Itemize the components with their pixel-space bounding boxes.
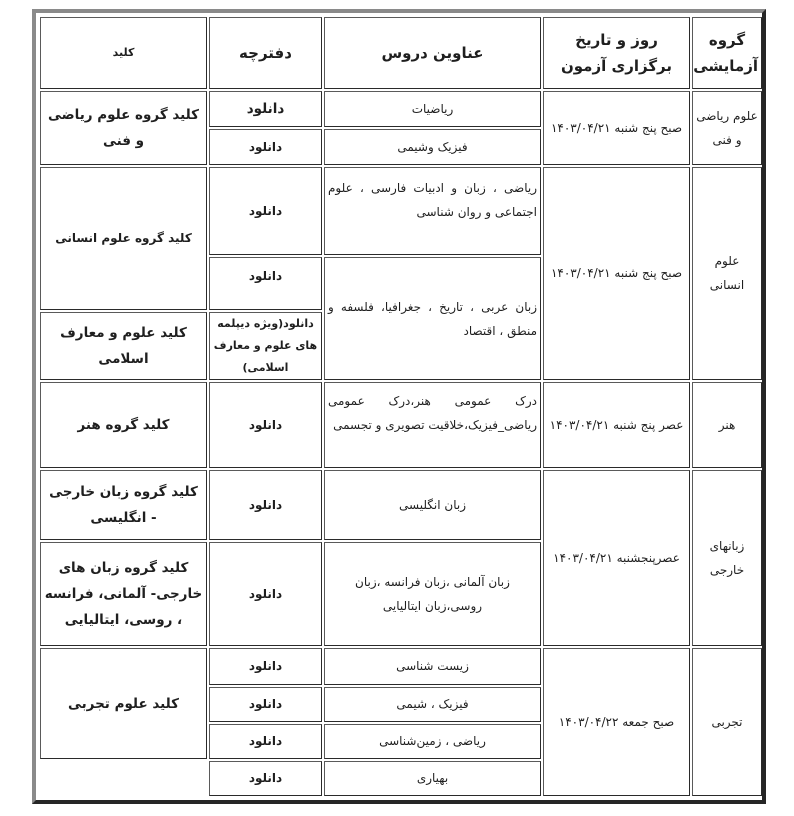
booklet-download-link[interactable]: دانلود xyxy=(209,257,322,310)
answer-key-link[interactable]: کلید علوم تجربی xyxy=(40,648,207,758)
booklet-download-link[interactable]: دانلود xyxy=(209,761,322,796)
course-title: زبان انگلیسی xyxy=(324,470,541,540)
course-title: ریاضیات xyxy=(324,91,541,127)
group-name: هنر xyxy=(692,382,762,467)
exam-date: عصرپنجشنبه ۱۴۰۳/۰۴/۲۱ xyxy=(543,470,690,647)
booklet-download-link[interactable]: دانلود xyxy=(209,542,322,646)
exam-date: صبح جمعه ۱۴۰۳/۰۴/۲۲ xyxy=(543,648,690,796)
table-row xyxy=(40,648,762,684)
course-title: زبان آلمانی ،زبان فرانسه ،زبان روسی،زبان ایتالیایی xyxy=(324,542,541,646)
course-title: ریاضی ، زبان و ادبیات فارسی ، علوم اجتماعی و روان شناسی xyxy=(324,167,541,255)
course-title: درک عمومی هنر،درک عمومی ریاضی_فیزیک،خلاقیت تصویری و تجسمی xyxy=(324,382,541,467)
table-row xyxy=(40,382,762,467)
header-booklet: دفترچه xyxy=(209,17,322,89)
exam-date: عصر پنج شنبه ۱۴۰۳/۰۴/۲۱ xyxy=(543,382,690,467)
course-title: بهیاری xyxy=(324,761,541,796)
booklet-download-link[interactable]: دانلود xyxy=(209,687,322,722)
exam-date: صبح پنج شنبه ۱۴۰۳/۰۴/۲۱ xyxy=(543,91,690,164)
course-title: ریاضی ، زمین‌شناسی xyxy=(324,724,541,759)
header-row xyxy=(40,17,762,89)
booklet-download-link[interactable]: دانلود xyxy=(209,91,322,127)
booklet-download-link[interactable]: دانلود xyxy=(209,129,322,164)
exam-schedule-table xyxy=(38,15,764,798)
course-title: فیزیک ، شیمی xyxy=(324,687,541,722)
header-group: گروه آزمایشی xyxy=(692,17,762,89)
booklet-download-link[interactable]: دانلود xyxy=(209,648,322,684)
booklet-download-link[interactable]: دانلود xyxy=(209,167,322,255)
course-title: زبان عربی ، تاریخ ، جغرافیا، فلسفه و منطق ، اقتصاد xyxy=(324,257,541,380)
table-row xyxy=(40,470,762,540)
booklet-download-link[interactable]: دانلود xyxy=(209,382,322,467)
table-row xyxy=(40,167,762,255)
course-title: فیزیک وشیمی xyxy=(324,129,541,164)
booklet-download-link[interactable]: دانلود(ویژه دیپلمه های علوم و معارف اسلامی) xyxy=(209,312,322,380)
answer-key-link[interactable]: کلید گروه زبان خارجی - انگلیسی xyxy=(40,470,207,540)
group-name: علوم ریاضی و فنی xyxy=(692,91,762,164)
exam-schedule-frame xyxy=(32,9,766,804)
group-name: علوم انسانی xyxy=(692,167,762,381)
header-key: کلید xyxy=(40,17,207,89)
table-row xyxy=(40,91,762,127)
booklet-download-link[interactable]: دانلود xyxy=(209,724,322,759)
header-date: روز و تاریخ برگزاری آزمون xyxy=(543,17,690,89)
header-courses: عناوین دروس xyxy=(324,17,541,89)
answer-key-link[interactable]: کلید گروه علوم انسانی xyxy=(40,167,207,311)
exam-date: صبح پنج شنبه ۱۴۰۳/۰۴/۲۱ xyxy=(543,167,690,381)
course-title: زیست شناسی xyxy=(324,648,541,684)
group-name: تجربی xyxy=(692,648,762,796)
answer-key-link[interactable]: کلید گروه هنر xyxy=(40,382,207,467)
empty-key-cell xyxy=(40,761,207,796)
group-name: زبانهای خارجی xyxy=(692,470,762,647)
answer-key-link[interactable]: کلید گروه علوم ریاضی و فنی xyxy=(40,91,207,164)
answer-key-link[interactable]: کلید گروه زبان های خارجی- آلمانی، فرانسه ، روسی، ایتالیایی xyxy=(40,542,207,646)
answer-key-link[interactable]: کلید علوم و معارف اسلامی xyxy=(40,312,207,380)
booklet-download-link[interactable]: دانلود xyxy=(209,470,322,540)
